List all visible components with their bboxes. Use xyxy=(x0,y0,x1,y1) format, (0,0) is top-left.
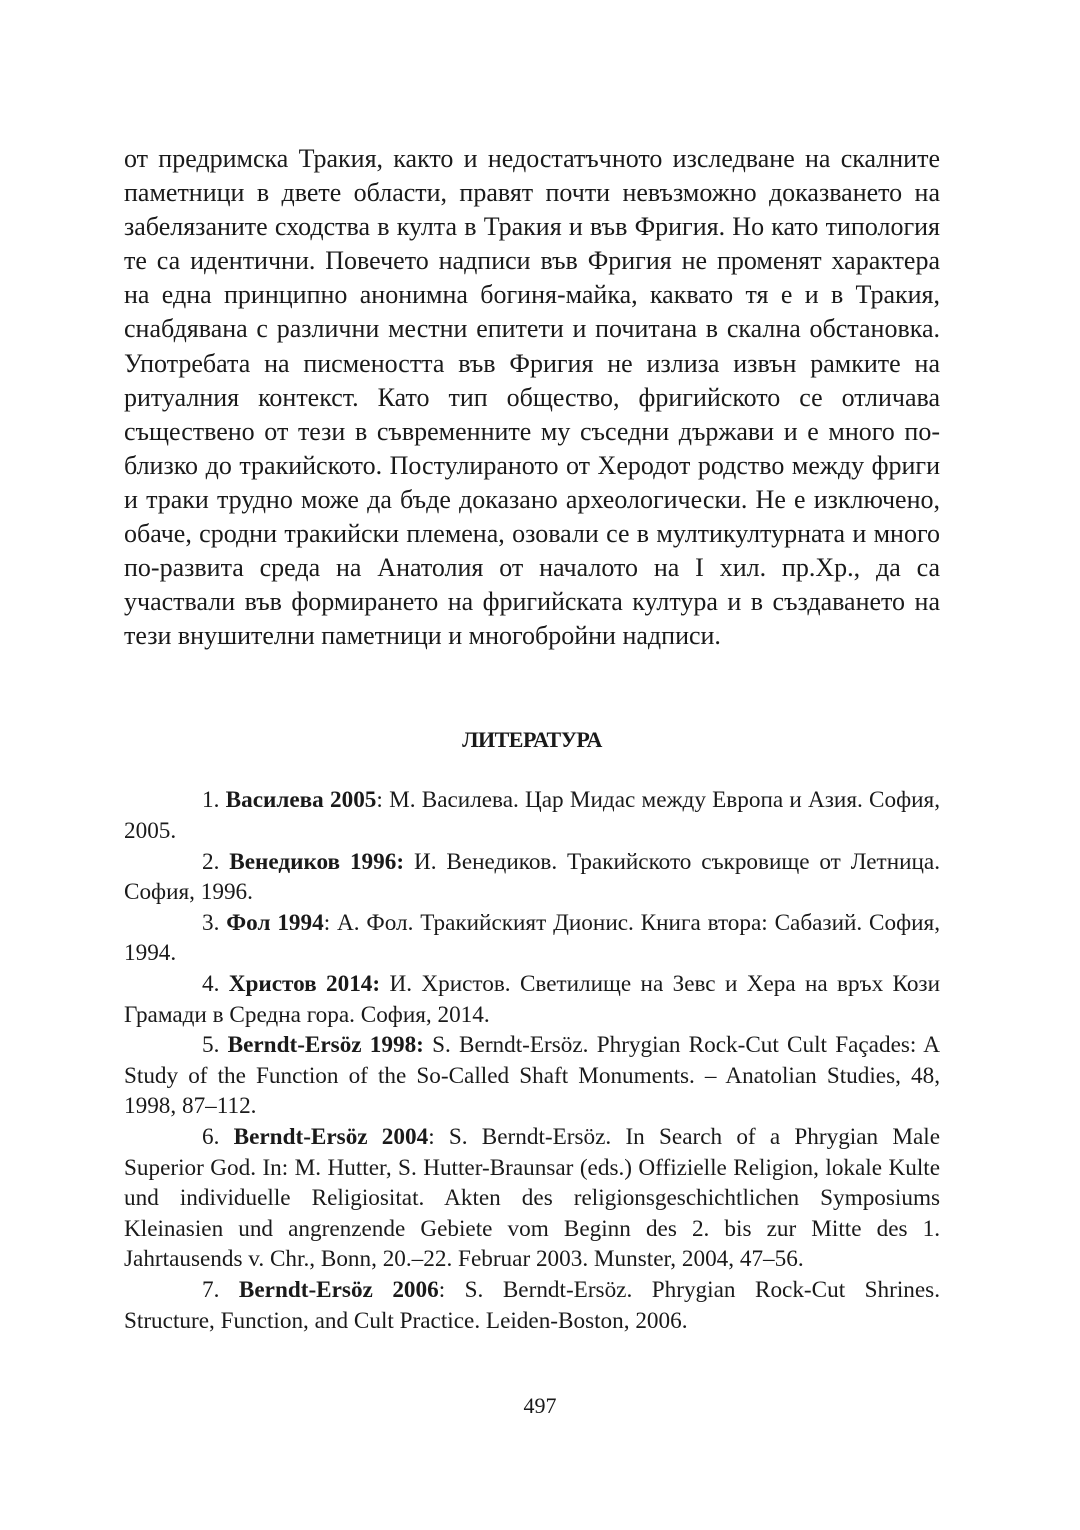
reference-text: И. Христов. Светилище на Зевс и Хера на връх Кози Грамади в Средна гора. София, 2014. xyxy=(124,970,941,1028)
reference-key: Berndt-Ersöz 1998: xyxy=(227,1032,424,1059)
reference-key: Фол 1994 xyxy=(226,909,324,936)
references-heading: ЛИТЕРАТУРА xyxy=(462,727,602,753)
body-paragraph: от предримска Тракия, както и недостатъчното изследване на скалните паметници в двете области, правят почти невъзможно доказването на забелязаните сходства в култа в Тракия и във Фригия. Но като типология те са идентични. Повечето надписи във Фригия не променят характера на една принципно анонимна богиня-майка, каквато тя е и в Тракия, снабдявана с различни местни епитети и почитана в скална обстановка. Употребата на писмеността във Фригия не излиза извън рамките на ритуалния контекст. Като тип общество, фригийското се отличава съществено от тези в съвременните му съседни държави и е много по-близко до тракийското. Постулираното от Херодот родство между фриги и траки трудно може да бъде доказано археологически. Не е изключено, обаче, сродни тракийски племена, озовали се в мултикултурната и много по-развита среда на Анатолия от началото на I хил. пр.Хр., да са участвали във формирането на фригийската култура и в създаването на тези внушителни паметници и многобройни надписи. xyxy=(124,144,940,651)
reference-number: 6. xyxy=(202,1123,234,1150)
reference-separator: : xyxy=(323,909,337,936)
reference-number: 7. xyxy=(202,1276,239,1303)
reference-item xyxy=(124,908,940,969)
reference-number: 1. xyxy=(202,787,226,814)
reference-item xyxy=(124,785,940,846)
page-content xyxy=(124,142,940,1336)
reference-item xyxy=(124,1275,940,1336)
page-number: 497 xyxy=(523,1393,557,1418)
reference-item xyxy=(124,969,940,1030)
reference-text: S. Berndt-Ersöz. Phrygian Rock-Cut Cult Façades: A Study of the Function of the So-Called Shaft Monuments. – Anatolian Studies, 48, 1998, 87–112. xyxy=(124,1032,941,1120)
reference-number: 5. xyxy=(202,1032,228,1059)
references-list xyxy=(124,785,940,1336)
reference-text: S. Berndt-Ersöz. Phrygian Rock-Cut Shrines. Structure, Function, and Cult Practice. Leiden-Boston, 2006. xyxy=(124,1276,940,1334)
reference-key: Berndt-Ersöz 2006 xyxy=(238,1276,439,1303)
reference-item xyxy=(124,847,940,908)
reference-text: А. Фол. Тракийският Дионис. Книга втора: Сабазий. София, 1994. xyxy=(124,909,940,967)
reference-separator: : xyxy=(428,1123,449,1150)
reference-text: И. Венедиков. Тракийското съкровище от Летница. София, 1996. xyxy=(124,848,941,906)
reference-number: 3. xyxy=(202,909,227,936)
reference-number: 4. xyxy=(202,970,229,997)
reference-separator: : xyxy=(376,787,390,814)
reference-key: Василева 2005 xyxy=(225,787,377,814)
reference-key: Венедиков 1996: xyxy=(229,848,405,875)
reference-number: 2. xyxy=(202,848,230,875)
reference-key: Христов 2014: xyxy=(228,970,381,997)
reference-text: М. Василева. Цар Мидас между Европа и Азия. София, 2005. xyxy=(124,787,940,844)
reference-text: S. Berndt-Ersöz. In Search of a Phrygian Male Superior God. In: M. Hutter, S. Hutter-Braunsar (eds.) Offizielle Religion, lokale Kulte und individuelle Religiositat. Akten des religionsgeschichtlichen Symposiums Kleinasien und angrenzende Gebiete vom Beginn des 2. bis zur Mitte des 1. Jahrtausends v. Chr., Bonn, 20.–22. Februar 2003. Munster, 2004, 47–56. xyxy=(124,1123,940,1273)
reference-item xyxy=(124,1030,940,1122)
reference-separator xyxy=(424,1032,432,1058)
reference-key: Berndt-Ersöz 2004 xyxy=(233,1123,429,1150)
reference-separator: : xyxy=(438,1276,465,1303)
reference-separator xyxy=(404,849,414,875)
reference-item xyxy=(124,1122,940,1275)
